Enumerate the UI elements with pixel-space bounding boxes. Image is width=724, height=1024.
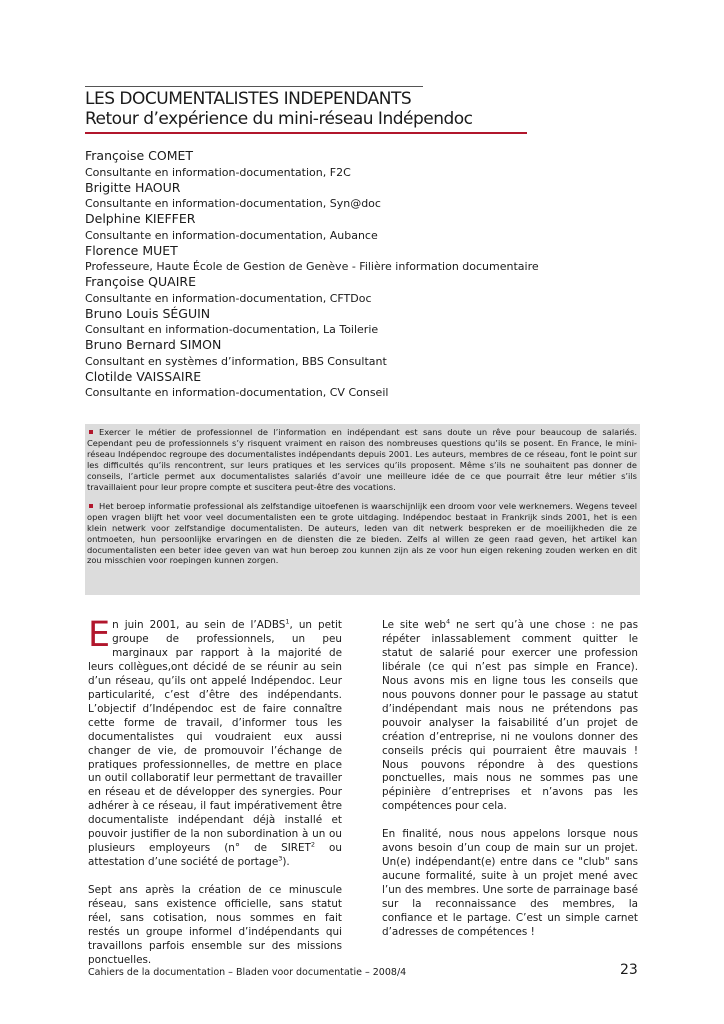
footnote-ref: 1 <box>285 617 290 626</box>
body-text: ). <box>282 856 290 869</box>
author-name: Clotilde VAISSAIRE <box>85 368 202 384</box>
abstract-french <box>87 427 637 493</box>
footnote-ref: 3 <box>278 854 283 863</box>
author-affiliation: Consultante en information-documentation, Syn@doc <box>85 197 381 210</box>
body-text: ne sert qu’à une chose : ne pas répéter inlassablement comment quitter le statut de salarié pour exercer une profession libérale (ce qui n’est pas simple en France). Nous avons mis en ligne tous les conseils que nous pouvons donner pour le passage au statut d’indépendant mais nous ne prétendons pas pouvoir analyser la faisabilité d’un projet de création d’entreprise, ni ne voulons donner des conseils précis qui pourraient être mauvais ! Nous pouvons répondre à des questions ponctuelles, mais nous ne sommes pas une pépinière d’entreprises et n’avons pas les compétences pour cela. <box>382 619 638 813</box>
abstract-box <box>85 424 640 595</box>
author-affiliation: Consultante en information-documentation, CFTDoc <box>85 291 372 305</box>
bullet-square-icon <box>89 430 93 434</box>
author-name: Bruno Bernard SIMON <box>85 337 222 352</box>
author-list <box>85 148 645 400</box>
author-name: Bruno Louis SÉGUIN <box>85 305 211 321</box>
title-main: LES DOCUMENTALISTES INDEPENDANTS <box>85 89 412 109</box>
drop-cap: E <box>88 615 111 655</box>
body-column-right <box>382 619 638 954</box>
top-rule <box>85 86 423 87</box>
article-title <box>85 89 527 134</box>
body-text: n juin 2001, au sein de l’ADBS <box>112 619 286 631</box>
body-paragraph: Sept ans après la création de ce minuscule réseau, sans existence officielle, sans statut réel, sans cotisation, nous sommes en fait restés un groupe informel d’indépendants qui travaillons parfois ensemble sur des missions ponctuelles. <box>88 884 342 966</box>
author-name: Florence MUET <box>85 242 178 258</box>
author-affiliation: Consultante en information-documentation, CV Conseil <box>85 386 389 399</box>
abstract-french-text: Exercer le métier de professionnel de l’information en indépendant est sans doute un rêve pour beaucoup de salariés. Cependant peu de professionnels s’y risquent vraiment en raison des nombreuses questions qu’ils se posent. En France, le mini-réseau Indépendoc regroupe des documentalistes indépendants depuis 2001. Les auteurs, membres de ce réseau, font le point sur les difficultés qu’ils rencontrent, sur leurs pratiques et les services qu’ils proposent. Même s’ils ne souhaitent pas donner de conseils, l’article permet aux documentalistes salariés d’avoir une meilleure idée de ce que pourrait être leur métier s’ils travaillaient pour leur propre compte et suscitera peut-être des vocations. <box>87 427 637 492</box>
body-paragraph: En finalité, nous nous appelons lorsque nous avons besoin d’un coup de main sur un projet. Un(e) indépendant(e) entre dans ce "club" sans aucune formalité, suite à un projet mené avec l’un des membres. Une sorte de parrainage basé sur la reconnaissance des membres, la confiance et le partage. C’est un simple carnet d’adresses de compétences ! <box>382 828 638 939</box>
page-number: 23 <box>620 962 638 978</box>
body-text: ou attestation d’une société de portage <box>88 842 342 869</box>
author-affiliation: Professeure, Haute École de Gestion de Genève - Filière information documentaire <box>85 260 539 273</box>
author-affiliation: Consultant en systèmes d’information, BBS Consultant <box>85 354 387 368</box>
author-affiliation: Consultante en information-documentation, Aubance <box>85 228 378 242</box>
title-underline <box>85 132 527 134</box>
body-column-left <box>88 615 343 982</box>
author-name: Françoise QUAIRE <box>85 274 196 289</box>
title-subtitle: Retour d’expérience du mini-réseau Indépendoc <box>85 109 473 129</box>
body-paragraph <box>382 619 638 814</box>
footnote-ref: 4 <box>446 617 451 626</box>
footnote-ref: 2 <box>310 840 316 849</box>
author-name: Delphine KIEFFER <box>85 211 196 226</box>
body-text: , un petit groupe de professionnels, un peu marginaux par rapport à la majorité de leurs collègues,ont décidé de se réunir au sein d’un réseau, qu’ils ont appelé Indépendoc. Leur particularité, c’est d’être des indépendants. L’objectif d’Indépendoc est de faire connaître cette forme de travail, d’informer tous les documentalistes qui voudraient eux aussi changer de vie, de promouvoir l’échange de pratiques professionnelles, de mettre en place un outil collaboratif leur permettant de travailler en réseau et de développer des synergies. Pour adhérer à ce réseau, il faut impérativement être documentaliste indépendant déjà installé et pouvoir justifier de la non subordination à un ou plusieurs employeurs (n° de SIRET <box>88 619 343 855</box>
author-affiliation: Consultante en information-documentation, F2C <box>85 165 351 179</box>
abstract-dutch-text: Het beroep informatie professional als zelfstandige uitoefenen is waarschijnlijk een droom voor vele werknemers. Wegens teveel open vragen blijft het voor veel documentalisten een te grote uitdaging. Indépendoc bestaat in Frankrijk sinds 2001, het is een klein netwerk voor zelfstandige documentalisten. De auteurs, leden van dit netwerk bespreken er de moeilijkheden die ze ontmoeten, hun persoonlijke ervaringen en de diensten die ze bieden. Zelfs al willen ze geen raad geven, het artikel kan documentalisten een beter idee geven van wat hun beroep zou kunnen zijn als ze voor hun eigen rekening zouden werken en dit zou misschien voor roepingen kunnen zorgen. <box>87 500 637 566</box>
author-affiliation: Consultant en information-documentation, La Toilerie <box>85 323 379 336</box>
body-paragraph <box>88 615 343 870</box>
body-text: Le site web <box>382 619 446 631</box>
bullet-square-icon <box>89 504 93 508</box>
author-name: Françoise COMET <box>85 148 194 163</box>
journal-footer: Cahiers de la documentation – Bladen voor documentatie – 2008/4 <box>88 967 407 978</box>
abstract-dutch <box>87 501 637 567</box>
author-name: Brigitte HAOUR <box>85 179 181 195</box>
